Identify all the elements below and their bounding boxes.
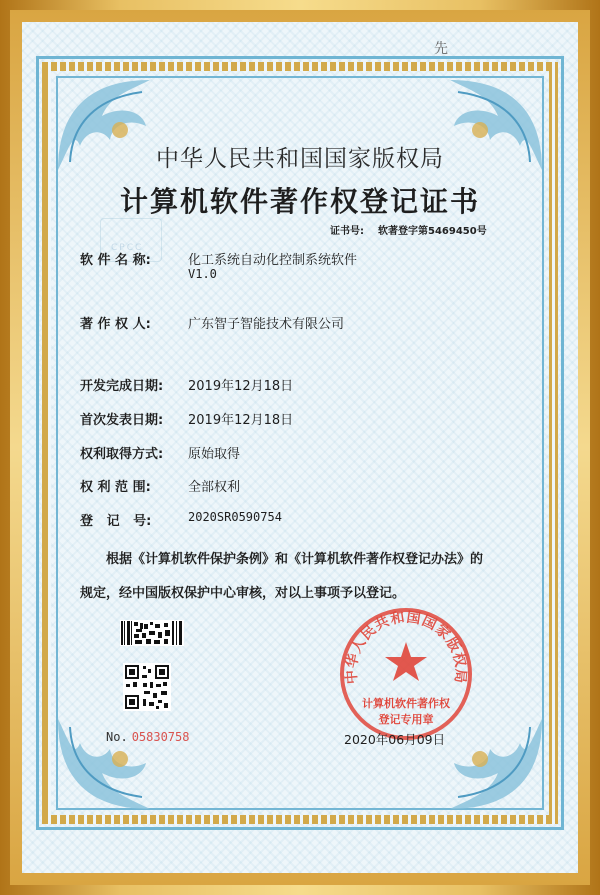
serial-number xyxy=(106,730,189,744)
field-label: 著 作 权 人: xyxy=(80,317,151,332)
seal-outer-text: 中华人民共和国国家版权局 xyxy=(343,609,469,685)
seal-line-2: 登记专用章 xyxy=(378,713,434,726)
certificate-number-label: 证书号: xyxy=(330,226,364,237)
certificate-number xyxy=(330,222,487,237)
field-label: 权利取得方式: xyxy=(80,447,164,462)
field-label: 开发完成日期: xyxy=(80,379,164,394)
field-value-version: V1.0 xyxy=(188,267,217,281)
field-label: 软 件 名 称: xyxy=(80,253,151,268)
field-label: 首次发表日期: xyxy=(80,413,164,428)
statement-line-2: 规定，经中国版权保护中心审核，对以上事项予以登记。 xyxy=(80,586,406,601)
corner-ornament-bottom-left xyxy=(50,709,180,819)
field-value: 化工系统自动化控制系统软件 xyxy=(188,253,358,268)
issuing-authority: 中华人民共和国国家版权局 xyxy=(156,146,444,172)
watermark-label: CPCC xyxy=(111,243,144,253)
handwritten-mark: 先 xyxy=(434,41,448,57)
field-label: 权 利 范 围: xyxy=(80,480,151,495)
seal-line-1: 计算机软件著作权 xyxy=(362,697,450,710)
issue-date: 2020年06月09日 xyxy=(344,732,446,747)
field-value: 2019年12月18日 xyxy=(188,379,294,394)
field-value: 全部权利 xyxy=(188,480,241,495)
qr-code-image xyxy=(123,663,171,711)
field-value: 广东智子智能技术有限公司 xyxy=(188,317,345,332)
serial-number-value: 05830758 xyxy=(131,730,190,744)
field-value: 原始取得 xyxy=(188,447,241,462)
serial-number-label: No. xyxy=(106,730,128,744)
certificate-title: 计算机软件著作权登记证书 xyxy=(119,185,480,218)
field-label: 登 记 号: xyxy=(80,514,152,529)
barcode-image xyxy=(120,620,184,646)
field-value: 2019年12月18日 xyxy=(188,413,294,428)
field-value: 2020SR0590754 xyxy=(188,510,282,524)
statement-line-1: 根据《计算机软件保护条例》和《计算机软件著作权登记办法》的 xyxy=(106,552,484,567)
certificate-number-value: 软著登字第5469450号 xyxy=(378,226,487,237)
